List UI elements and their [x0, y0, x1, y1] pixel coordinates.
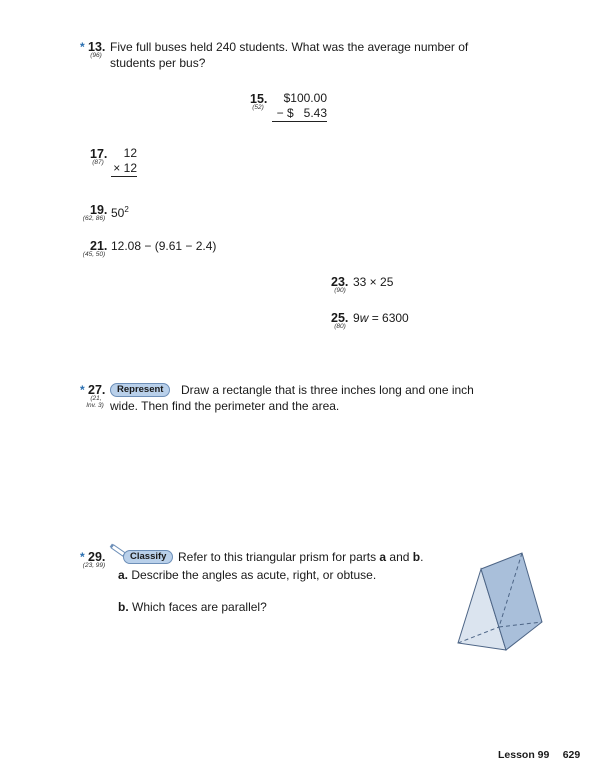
- problem-number: 15.: [250, 92, 268, 106]
- coefficient: 9: [353, 311, 360, 325]
- problem-number: 17.: [90, 147, 108, 161]
- triangular-prism-figure: [450, 545, 550, 657]
- problem-number: 19.: [90, 203, 108, 217]
- lesson-reference-line-1: (21,: [90, 395, 102, 402]
- expression: 12.08 − (9.61 − 2.4): [111, 239, 217, 253]
- equation-rest: = 6300: [368, 311, 409, 325]
- lesson-reference: (96): [90, 52, 102, 59]
- intro-suffix: .: [420, 550, 424, 564]
- problem-text-line-1: Draw a rectangle that is three inches long and one inch: [181, 383, 474, 397]
- part-a: [118, 567, 376, 583]
- lesson-reference: (90): [334, 287, 346, 294]
- part-a-ref: a: [379, 550, 387, 564]
- lesson-reference: (52): [252, 104, 264, 111]
- subtrahend: − $ 5.43: [272, 106, 327, 122]
- challenge-star: *: [80, 40, 85, 54]
- challenge-star: *: [80, 550, 85, 564]
- part-a-text: Describe the angles as acute, right, or obtuse.: [131, 568, 377, 582]
- represent-badge: Represent: [110, 383, 170, 397]
- problem-number: 13.: [88, 40, 106, 54]
- equation: [353, 310, 409, 326]
- lesson-reference: (87): [92, 159, 104, 166]
- challenge-star: *: [80, 383, 85, 397]
- lesson-label: Lesson 99: [498, 749, 550, 761]
- intro-prefix: Refer to this triangular prism for parts: [178, 550, 380, 564]
- problem-text-line-1: Five full buses held 240 students. What was the average number of: [110, 40, 469, 54]
- multiplier: × 12: [111, 161, 137, 177]
- intro-and: and: [386, 550, 413, 564]
- part-b-label: b.: [118, 600, 129, 614]
- problem-number: 21.: [90, 239, 108, 253]
- page-footer: [498, 747, 580, 761]
- lesson-reference: (45, 50): [82, 251, 106, 258]
- problem-text-line-2: students per bus?: [110, 56, 206, 70]
- problem-number: 23.: [331, 275, 349, 289]
- lesson-reference-line-2: Inv. 3): [86, 402, 104, 409]
- part-b-ref: b: [412, 550, 421, 564]
- problem-number: 25.: [331, 311, 349, 325]
- exponent-expression: [111, 202, 129, 221]
- page-number: 629: [562, 749, 581, 761]
- problem-number: 27.: [88, 383, 106, 397]
- lesson-reference: (62, 86): [82, 215, 106, 222]
- problem-intro: [178, 549, 423, 565]
- multiplicand: 12: [123, 146, 137, 160]
- multiplication-problem: [111, 146, 137, 177]
- expression: 33 × 25: [353, 275, 394, 289]
- problem-text-line-2: wide. Then find the perimeter and the area.: [110, 399, 340, 413]
- exponent: 2: [124, 205, 129, 214]
- classify-badge: Classify: [123, 550, 173, 564]
- subtraction-problem: [272, 91, 327, 122]
- base: 50: [111, 206, 125, 220]
- lesson-reference: (23, 99): [82, 562, 106, 569]
- variable: w: [359, 311, 369, 325]
- part-b: [118, 599, 267, 615]
- part-b-text: Which faces are parallel?: [132, 600, 267, 614]
- problem-number: 29.: [88, 550, 106, 564]
- lesson-reference: (80): [334, 323, 346, 330]
- part-a-label: a.: [118, 568, 129, 582]
- minuend: $100.00: [283, 91, 327, 105]
